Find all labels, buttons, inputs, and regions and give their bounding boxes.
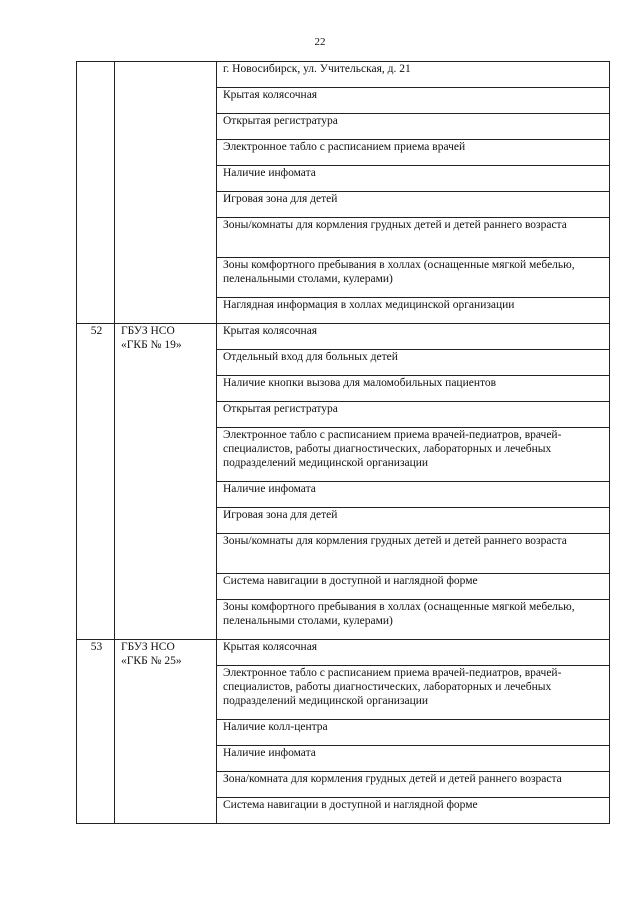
feature-cell: Система навигации в доступной и наглядной форме	[217, 574, 610, 600]
feature-cell: Зоны комфортного пребывания в холлах (оснащенные мягкой мебелью, пеленальными столами, кулерами)	[217, 258, 610, 298]
feature-cell: Наличие инфомата	[217, 746, 610, 772]
organization-cell	[115, 640, 217, 824]
page-number: 22	[314, 36, 326, 48]
facilities-table	[76, 61, 610, 824]
row-number-cell: 52	[77, 324, 115, 640]
feature-cell: Зоны/комнаты для кормления грудных детей и детей раннего возраста	[217, 218, 610, 258]
organization-cell	[115, 62, 217, 324]
feature-cell: Крытая колясочная	[217, 324, 610, 350]
table-body	[77, 62, 610, 824]
row-number-cell: 53	[77, 640, 115, 824]
feature-cell: Электронное табло с расписанием приема врачей-педиатров, врачей-специалистов, работы диагностических, лабораторных и лечебных подразделений медицинской организации	[217, 666, 610, 720]
feature-cell: Открытая регистратура	[217, 402, 610, 428]
feature-cell: Электронное табло с расписанием приема врачей	[217, 140, 610, 166]
organization-name-line: «ГКБ № 25»	[121, 655, 182, 667]
feature-cell: Зона/комната для кормления грудных детей и детей раннего возраста	[217, 772, 610, 798]
feature-cell: Наглядная информация в холлах медицинской организации	[217, 298, 610, 324]
organization-name-line: ГБУЗ НСО	[121, 641, 175, 653]
feature-cell: Система навигации в доступной и наглядной форме	[217, 798, 610, 824]
table-row	[77, 640, 610, 666]
row-number-cell	[77, 62, 115, 324]
table-row	[77, 324, 610, 350]
feature-cell: Крытая колясочная	[217, 88, 610, 114]
feature-cell: Крытая колясочная	[217, 640, 610, 666]
feature-cell: Зоны/комнаты для кормления грудных детей и детей раннего возраста	[217, 534, 610, 574]
feature-cell: Зоны комфортного пребывания в холлах (оснащенные мягкой мебелью, пеленальными столами, кулерами)	[217, 600, 610, 640]
organization-cell	[115, 324, 217, 640]
feature-cell: Наличие инфомата	[217, 482, 610, 508]
organization-name-line: ГБУЗ НСО	[121, 325, 175, 337]
feature-cell: Отдельный вход для больных детей	[217, 350, 610, 376]
feature-cell: Электронное табло с расписанием приема врачей-педиатров, врачей-специалистов, работы диагностических, лабораторных и лечебных подразделений медицинской организации	[217, 428, 610, 482]
feature-cell: г. Новосибирск, ул. Учительская, д. 21	[217, 62, 610, 88]
feature-cell: Игровая зона для детей	[217, 508, 610, 534]
feature-cell: Наличие инфомата	[217, 166, 610, 192]
table-row	[77, 62, 610, 88]
feature-cell: Открытая регистратура	[217, 114, 610, 140]
feature-cell: Наличие кнопки вызова для маломобильных пациентов	[217, 376, 610, 402]
organization-name-line: «ГКБ № 19»	[121, 339, 182, 351]
feature-cell: Наличие колл-центра	[217, 720, 610, 746]
feature-cell: Игровая зона для детей	[217, 192, 610, 218]
